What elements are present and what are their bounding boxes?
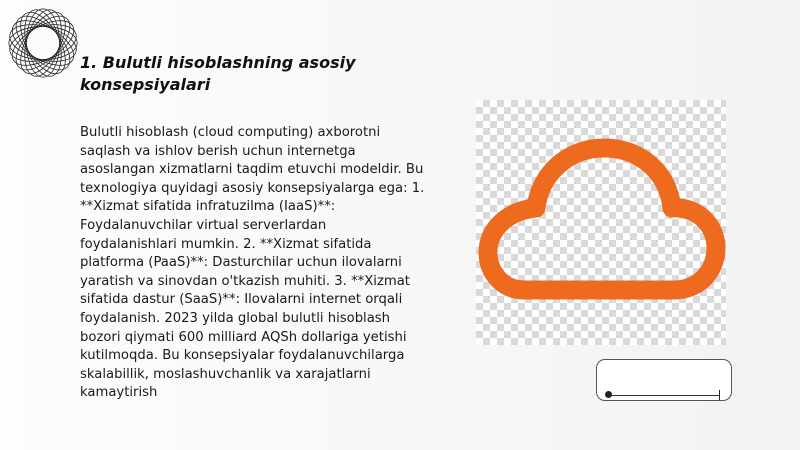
ornament-ring <box>12 5 75 81</box>
ornament-ring <box>18 6 68 81</box>
cloud-outline <box>488 148 716 290</box>
slide-body-text: Bulutli hisoblash (cloud computing) axborotni saqlash va ishlov berish uchun internetga asoslangan xizmatlarni taqdim etuvchi modeldir. Bu texnologiya quyidagi asosiy konsepsiyalarga ega: 1. **Xizmat sifatida infratuzilma (IaaS)**: Foydalanuvchilar virtual serverlardan foydalanishlari mumkin. 2. **Xizmat sifatida platforma (PaaS)**: Dasturchilar uchun ilovalarni yaratish va sinovdan o'tkazish muhiti. 3. **Xizmat sifatida dastur (SaaS)**: Ilovalarni internet orqali foydalanish. 2023 yilda global bulutli hisoblash bozori qiymati 600 milliard AQSh dollariga yetishi kutilmoqda. Bu konsepsiyalar foydalanuvchilarga skalabillik, moslashuvchanlik va xarajatlarni kamaytirish <box>80 125 425 401</box>
seek-track[interactable] <box>609 395 719 396</box>
seek-handle[interactable] <box>605 391 612 398</box>
ornament-ring <box>5 12 81 75</box>
ornament-ring <box>9 26 77 59</box>
cloud-icon <box>476 100 726 345</box>
media-player[interactable] <box>596 359 732 401</box>
cloud-image <box>476 100 726 345</box>
ornament-ring <box>6 18 81 68</box>
decorative-ornament-icon <box>4 4 82 82</box>
ornament-ring <box>26 9 59 77</box>
slide-title: 1. Bulutli hisoblashning asosiy konsepsiyalari <box>80 53 356 94</box>
ornament-ring <box>12 5 75 81</box>
seek-end-marker <box>719 390 720 400</box>
ornament-ring <box>5 12 81 75</box>
